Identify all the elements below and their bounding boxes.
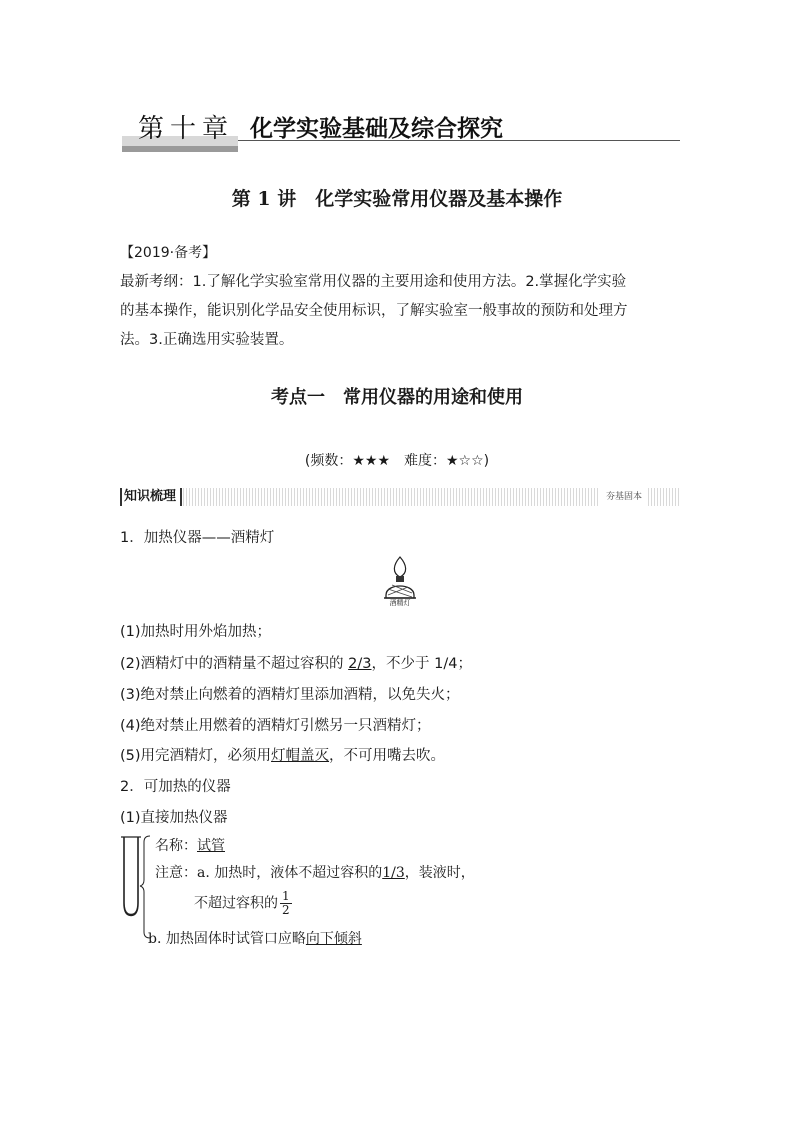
tube-note-b-answer: 向下倾斜 — [305, 931, 362, 947]
section-bar — [120, 488, 680, 506]
tube-note-a2-text: 不超过容积的 — [194, 895, 278, 912]
heading-direct-heating: (1)直接加热仪器 — [120, 810, 228, 826]
tube-note-b — [148, 928, 362, 948]
item-5 — [120, 744, 445, 765]
syllabus-line-1: 1.了解化学实验室常用仪器的主要用途和使用方法。2.掌握化学实验 — [192, 274, 627, 290]
item-5-answer: 灯帽盖灭 — [271, 748, 330, 764]
section-bar-label: 知识梳理 — [120, 488, 182, 506]
tube-note-a-end: ，装液时， — [404, 865, 475, 881]
chapter-title: 化学实验基础及综合探究 — [250, 115, 503, 142]
item-5-text-end: ，不可用嘴去吹。 — [329, 748, 446, 764]
lecture-title: 第 1 讲 化学实验常用仪器及基本操作 — [231, 188, 563, 210]
tube-name — [155, 835, 225, 855]
section-bar-right-label: 夯基固本 — [600, 488, 648, 506]
syllabus — [120, 268, 685, 355]
syllabus-line-2: 的基本操作，能识别化学品安全使用标识，了解实验室一般事故的预防和处理方 — [120, 303, 628, 319]
item-5-text: (5)用完酒精灯，必须用 — [120, 748, 272, 764]
kaodian-title: 考点一 常用仪器的用途和使用 — [271, 387, 523, 408]
item-1: (1)加热时用外焰加热； — [120, 624, 272, 640]
item-4: (4)绝对禁止用燃着的酒精灯引燃另一只酒精灯； — [120, 718, 431, 734]
tube-note-a-text: 注意：a. 加热时，液体不超过容积的 — [155, 865, 383, 881]
tube-note-a-answer: 1/3 — [382, 865, 405, 881]
syllabus-line-3: 法。3.正确选用实验装置。 — [120, 332, 294, 348]
syllabus-label: 最新考纲： — [120, 274, 193, 290]
chapter-number: 第十章 — [138, 114, 235, 144]
heading-heating-instrument: 1．加热仪器——酒精灯 — [120, 530, 275, 546]
tube-note-b-text: b. 加热固体时试管口应略 — [148, 931, 306, 947]
item-2-text-end: ，不少于 1/4； — [371, 656, 472, 672]
item-3: (3)绝对禁止向燃着的酒精灯里添加酒精，以免失火； — [120, 687, 460, 703]
heading-heatable-instruments: 2．可加热的仪器 — [120, 779, 231, 795]
fraction-denominator: 2 — [282, 903, 290, 917]
prep-tag: 【2019·备考】 — [120, 245, 217, 261]
alcohol-lamp-caption: 酒精灯 — [389, 599, 411, 607]
chapter-rule — [238, 140, 680, 141]
fraction-one-half — [280, 890, 292, 917]
item-2-answer: 2/3 — [348, 656, 372, 672]
tube-note-a — [155, 862, 475, 882]
item-2 — [120, 652, 472, 673]
tube-name-value: 试管 — [197, 838, 225, 854]
item-2-text: (2)酒精灯中的酒精量不超过容积的 — [120, 656, 349, 672]
fraction-numerator: 1 — [282, 889, 290, 903]
tube-note-a2 — [194, 890, 294, 917]
frequency-rating: (频数：★★★ 难度：★☆☆) — [304, 453, 490, 469]
tube-name-label: 名称： — [155, 838, 197, 854]
